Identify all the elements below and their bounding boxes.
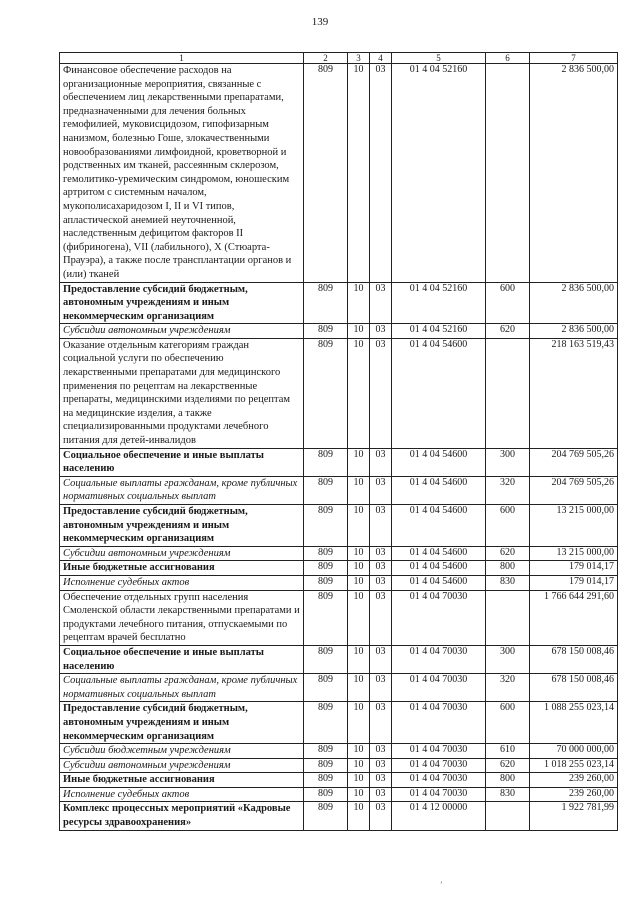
column-header: 7 xyxy=(530,53,618,64)
table-row xyxy=(60,64,618,283)
column-header: 2 xyxy=(304,53,348,64)
code-ministry: 809 xyxy=(304,758,348,773)
code-ministry: 809 xyxy=(304,546,348,561)
code-subsection: 03 xyxy=(370,645,392,673)
code-expense-type: 320 xyxy=(486,476,530,504)
row-amount: 2 836 500,00 xyxy=(530,324,618,339)
row-amount: 13 215 000,00 xyxy=(530,546,618,561)
code-subsection: 03 xyxy=(370,448,392,476)
code-section: 10 xyxy=(348,575,370,590)
code-target: 01 4 04 54600 xyxy=(392,546,486,561)
code-expense-type: 300 xyxy=(486,645,530,673)
code-target: 01 4 04 70030 xyxy=(392,645,486,673)
code-ministry: 809 xyxy=(304,744,348,759)
column-header: 5 xyxy=(392,53,486,64)
table-row xyxy=(60,338,618,448)
code-expense-type: 600 xyxy=(486,505,530,547)
table-row xyxy=(60,645,618,673)
code-subsection: 03 xyxy=(370,758,392,773)
row-amount: 678 150 008,46 xyxy=(530,674,618,702)
code-subsection: 03 xyxy=(370,787,392,802)
code-expense-type: 830 xyxy=(486,575,530,590)
column-header-row xyxy=(60,53,618,64)
code-target: 01 4 04 52160 xyxy=(392,324,486,339)
code-ministry: 809 xyxy=(304,505,348,547)
code-ministry: 809 xyxy=(304,773,348,788)
row-name: Оказание отдельным категориям граждан социальной услуги по обеспечению лекарственными препаратами для медицинского применения по рецептам на лекарственные препараты, медицинскими изделиями по рецептам на медицинские изделия, а также специализированными продуктами лечебного питания для детей-инвалидов xyxy=(60,338,304,448)
code-subsection: 03 xyxy=(370,590,392,645)
column-header: 1 xyxy=(60,53,304,64)
code-section: 10 xyxy=(348,787,370,802)
code-section: 10 xyxy=(348,758,370,773)
code-target: 01 4 04 70030 xyxy=(392,590,486,645)
row-amount: 678 150 008,46 xyxy=(530,645,618,673)
code-section: 10 xyxy=(348,546,370,561)
row-name: Исполнение судебных актов xyxy=(60,575,304,590)
code-section: 10 xyxy=(348,448,370,476)
code-target: 01 4 04 54600 xyxy=(392,561,486,576)
code-target: 01 4 04 52160 xyxy=(392,282,486,324)
code-expense-type: 830 xyxy=(486,787,530,802)
row-name: Социальное обеспечение и иные выплаты населению xyxy=(60,645,304,673)
code-expense-type: 600 xyxy=(486,282,530,324)
code-subsection: 03 xyxy=(370,702,392,744)
table-row xyxy=(60,787,618,802)
row-name: Исполнение судебных актов xyxy=(60,787,304,802)
code-ministry: 809 xyxy=(304,324,348,339)
row-name: Финансовое обеспечение расходов на организационные мероприятия, связанные с обеспечением лиц лекарственными препаратами, предназначенными для лечения больных гемофилией, муковисцидозом, гипофизарным нанизмом, болезнью Гоше, злокачественными новообразованиями лимфоидной, кроветворной и родственных им тканей, рассеянным склерозом, гемолитико-уремическим синдромом, юношеским артритом с системным началом, мукополисахаридозом I, II и VI типов, апластической анемией неуточненной, наследственным дефицитом факторов II (фибриногена), VII (лабильного), X (Стюарта-Прауэра), а также после трансплантации органов и (или) тканей xyxy=(60,64,304,283)
table-row xyxy=(60,802,618,830)
page-number: 139 xyxy=(311,16,329,28)
code-ministry: 809 xyxy=(304,448,348,476)
code-section: 10 xyxy=(348,561,370,576)
row-amount: 239 260,00 xyxy=(530,787,618,802)
budget-table xyxy=(59,52,618,831)
row-amount: 239 260,00 xyxy=(530,773,618,788)
table-row xyxy=(60,505,618,547)
code-ministry: 809 xyxy=(304,590,348,645)
table-row xyxy=(60,476,618,504)
code-expense-type: 800 xyxy=(486,561,530,576)
code-expense-type: 620 xyxy=(486,546,530,561)
row-name: Социальные выплаты гражданам, кроме публичных нормативных социальных выплат xyxy=(60,476,304,504)
code-section: 10 xyxy=(348,802,370,830)
code-expense-type xyxy=(486,64,530,283)
code-expense-type xyxy=(486,338,530,448)
code-target: 01 4 04 70030 xyxy=(392,674,486,702)
row-name: Субсидии автономным учреждениям xyxy=(60,758,304,773)
row-amount: 179 014,17 xyxy=(530,561,618,576)
row-amount: 1 922 781,99 xyxy=(530,802,618,830)
code-target: 01 4 04 54600 xyxy=(392,476,486,504)
code-expense-type: 620 xyxy=(486,324,530,339)
row-name: Комплекс процессных мероприятий «Кадровые ресурсы здравоохранения» xyxy=(60,802,304,830)
table-row xyxy=(60,773,618,788)
row-amount: 1 018 255 023,14 xyxy=(530,758,618,773)
table-row xyxy=(60,758,618,773)
row-amount: 2 836 500,00 xyxy=(530,282,618,324)
row-amount: 1 088 255 023,14 xyxy=(530,702,618,744)
table-row xyxy=(60,324,618,339)
code-subsection: 03 xyxy=(370,546,392,561)
row-amount: 2 836 500,00 xyxy=(530,64,618,283)
code-section: 10 xyxy=(348,476,370,504)
code-subsection: 03 xyxy=(370,773,392,788)
code-subsection: 03 xyxy=(370,575,392,590)
code-expense-type: 620 xyxy=(486,758,530,773)
scan-mark: ʼ xyxy=(440,880,443,889)
code-ministry: 809 xyxy=(304,561,348,576)
code-ministry: 809 xyxy=(304,645,348,673)
row-amount: 13 215 000,00 xyxy=(530,505,618,547)
code-target: 01 4 04 70030 xyxy=(392,702,486,744)
code-target: 01 4 04 70030 xyxy=(392,787,486,802)
code-ministry: 809 xyxy=(304,802,348,830)
table-row xyxy=(60,561,618,576)
column-header: 6 xyxy=(486,53,530,64)
row-name: Социальное обеспечение и иные выплаты населению xyxy=(60,448,304,476)
row-amount: 218 163 519,43 xyxy=(530,338,618,448)
code-section: 10 xyxy=(348,645,370,673)
table-row xyxy=(60,575,618,590)
row-name: Предоставление субсидий бюджетным, автономным учреждениям и иным некоммерческим организациям xyxy=(60,702,304,744)
code-expense-type: 300 xyxy=(486,448,530,476)
row-name: Субсидии бюджетным учреждениям xyxy=(60,744,304,759)
table-row xyxy=(60,674,618,702)
code-subsection: 03 xyxy=(370,338,392,448)
code-expense-type xyxy=(486,590,530,645)
row-name: Предоставление субсидий бюджетным, автономным учреждениям и иным некоммерческим организациям xyxy=(60,282,304,324)
code-ministry: 809 xyxy=(304,64,348,283)
column-header: 4 xyxy=(370,53,392,64)
code-subsection: 03 xyxy=(370,561,392,576)
code-subsection: 03 xyxy=(370,744,392,759)
code-section: 10 xyxy=(348,64,370,283)
code-ministry: 809 xyxy=(304,787,348,802)
code-expense-type xyxy=(486,802,530,830)
table-row xyxy=(60,590,618,645)
code-section: 10 xyxy=(348,590,370,645)
row-amount: 179 014,17 xyxy=(530,575,618,590)
code-section: 10 xyxy=(348,282,370,324)
code-section: 10 xyxy=(348,773,370,788)
code-target: 01 4 04 70030 xyxy=(392,758,486,773)
code-section: 10 xyxy=(348,744,370,759)
code-target: 01 4 04 52160 xyxy=(392,64,486,283)
row-name: Социальные выплаты гражданам, кроме публичных нормативных социальных выплат xyxy=(60,674,304,702)
code-target: 01 4 04 54600 xyxy=(392,505,486,547)
table-row xyxy=(60,546,618,561)
table-row xyxy=(60,744,618,759)
code-ministry: 809 xyxy=(304,575,348,590)
table-row xyxy=(60,702,618,744)
row-amount: 70 000 000,00 xyxy=(530,744,618,759)
code-subsection: 03 xyxy=(370,64,392,283)
code-ministry: 809 xyxy=(304,338,348,448)
code-target: 01 4 04 54600 xyxy=(392,448,486,476)
code-expense-type: 610 xyxy=(486,744,530,759)
code-expense-type: 320 xyxy=(486,674,530,702)
column-header: 3 xyxy=(348,53,370,64)
code-section: 10 xyxy=(348,324,370,339)
code-subsection: 03 xyxy=(370,476,392,504)
row-name: Иные бюджетные ассигнования xyxy=(60,561,304,576)
code-target: 01 4 04 70030 xyxy=(392,773,486,788)
code-target: 01 4 04 54600 xyxy=(392,575,486,590)
code-target: 01 4 12 00000 xyxy=(392,802,486,830)
code-expense-type: 800 xyxy=(486,773,530,788)
code-section: 10 xyxy=(348,674,370,702)
row-name: Предоставление субсидий бюджетным, автономным учреждениям и иным некоммерческим организациям xyxy=(60,505,304,547)
code-subsection: 03 xyxy=(370,802,392,830)
code-subsection: 03 xyxy=(370,505,392,547)
table-row xyxy=(60,282,618,324)
row-name: Обеспечение отдельных групп населения Смоленской области лекарственными препаратами и продуктами лечебного питания, отпускаемыми по рецептам врачей бесплатно xyxy=(60,590,304,645)
row-name: Субсидии автономным учреждениям xyxy=(60,546,304,561)
code-ministry: 809 xyxy=(304,282,348,324)
row-name: Субсидии автономным учреждениям xyxy=(60,324,304,339)
code-ministry: 809 xyxy=(304,702,348,744)
code-section: 10 xyxy=(348,338,370,448)
code-subsection: 03 xyxy=(370,282,392,324)
code-ministry: 809 xyxy=(304,476,348,504)
row-name: Иные бюджетные ассигнования xyxy=(60,773,304,788)
code-section: 10 xyxy=(348,505,370,547)
table-row xyxy=(60,448,618,476)
row-amount: 204 769 505,26 xyxy=(530,476,618,504)
code-expense-type: 600 xyxy=(486,702,530,744)
row-amount: 1 766 644 291,60 xyxy=(530,590,618,645)
code-target: 01 4 04 54600 xyxy=(392,338,486,448)
row-amount: 204 769 505,26 xyxy=(530,448,618,476)
code-ministry: 809 xyxy=(304,674,348,702)
code-section: 10 xyxy=(348,702,370,744)
code-subsection: 03 xyxy=(370,324,392,339)
code-target: 01 4 04 70030 xyxy=(392,744,486,759)
code-subsection: 03 xyxy=(370,674,392,702)
